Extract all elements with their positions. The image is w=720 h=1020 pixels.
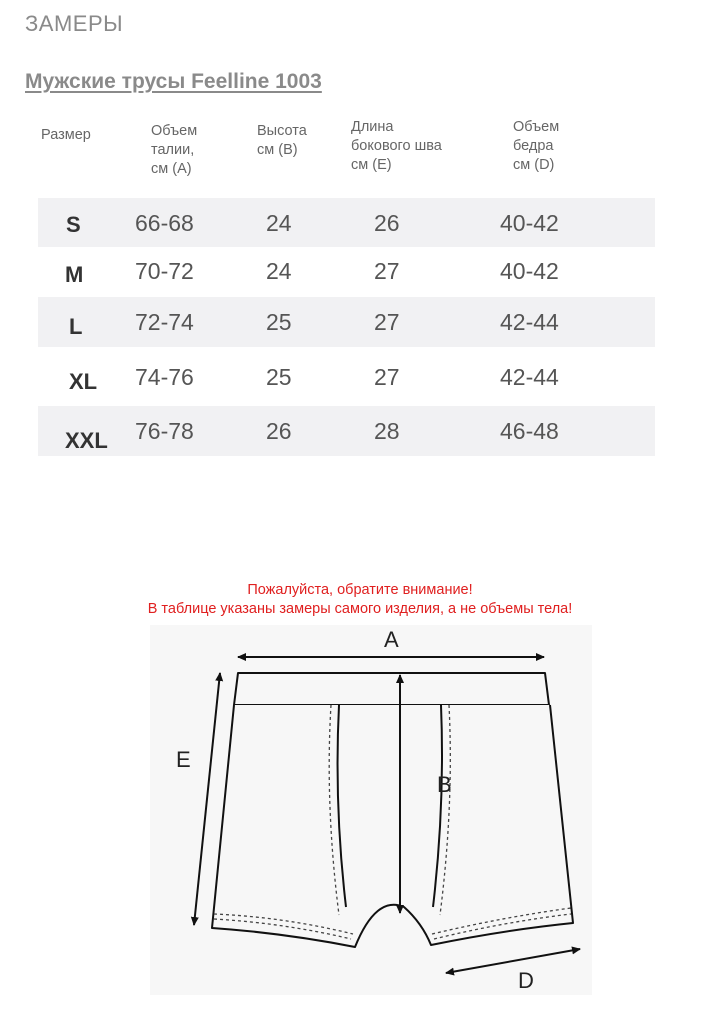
measurement-diagram <box>150 625 592 995</box>
side-seam-cell: 28 <box>374 418 400 444</box>
size-cell: XXL <box>65 428 108 453</box>
height-cell: 25 <box>266 309 292 335</box>
height-cell: 24 <box>266 210 292 236</box>
waist-cell: 70-72 <box>135 258 194 284</box>
garment-body-shape <box>212 705 573 947</box>
column-header-size: Размер <box>41 127 91 143</box>
label-d: D <box>518 968 534 993</box>
table-row <box>38 406 655 456</box>
label-a: A <box>384 627 399 652</box>
table-row <box>38 297 655 347</box>
column-header-waist: Объем талии, см (А) <box>151 123 198 177</box>
waist-cell: 66-68 <box>135 210 194 236</box>
waistband-shape <box>234 673 549 705</box>
waist-cell: 72-74 <box>135 309 194 335</box>
label-e: E <box>176 747 191 772</box>
label-b: B <box>437 772 452 797</box>
waist-cell: 74-76 <box>135 364 194 390</box>
boxer-briefs-diagram <box>150 625 592 995</box>
arrow-d <box>446 949 580 973</box>
size-cell: XL <box>69 369 98 394</box>
waist-cell: 76-78 <box>135 418 194 444</box>
notice-line-1: Пожалуйста, обратите внимание! <box>247 582 473 598</box>
table-row <box>38 247 655 297</box>
table-row <box>38 347 655 406</box>
side-seam-cell: 27 <box>374 258 400 284</box>
height-cell: 26 <box>266 418 292 444</box>
side-seam-cell: 27 <box>374 364 400 390</box>
size-cell: L <box>69 314 83 339</box>
side-seam-cell: 27 <box>374 309 400 335</box>
height-cell: 24 <box>266 258 292 284</box>
hip-cell: 42-44 <box>500 364 559 390</box>
hip-cell: 42-44 <box>500 309 559 335</box>
hip-cell: 46-48 <box>500 418 559 444</box>
table-row <box>38 198 655 247</box>
size-cell: S <box>66 212 81 237</box>
product-title[interactable]: Мужские трусы Feelline 1003 <box>25 70 322 93</box>
height-cell: 25 <box>266 364 292 390</box>
hip-cell: 40-42 <box>500 210 559 236</box>
size-cell: M <box>65 262 84 287</box>
section-heading: ЗАМЕРЫ <box>25 11 124 36</box>
column-header-side-seam: Длина бокового шва см (Е) <box>351 119 442 173</box>
hip-cell: 40-42 <box>500 258 559 284</box>
column-header-hip: Объем бедра см (D) <box>513 119 560 173</box>
column-header-height: Высота см (В) <box>257 123 307 158</box>
side-seam-cell: 26 <box>374 210 400 236</box>
notice-line-2: В таблице указаны замеры самого изделия, а не объемы тела! <box>147 601 573 617</box>
